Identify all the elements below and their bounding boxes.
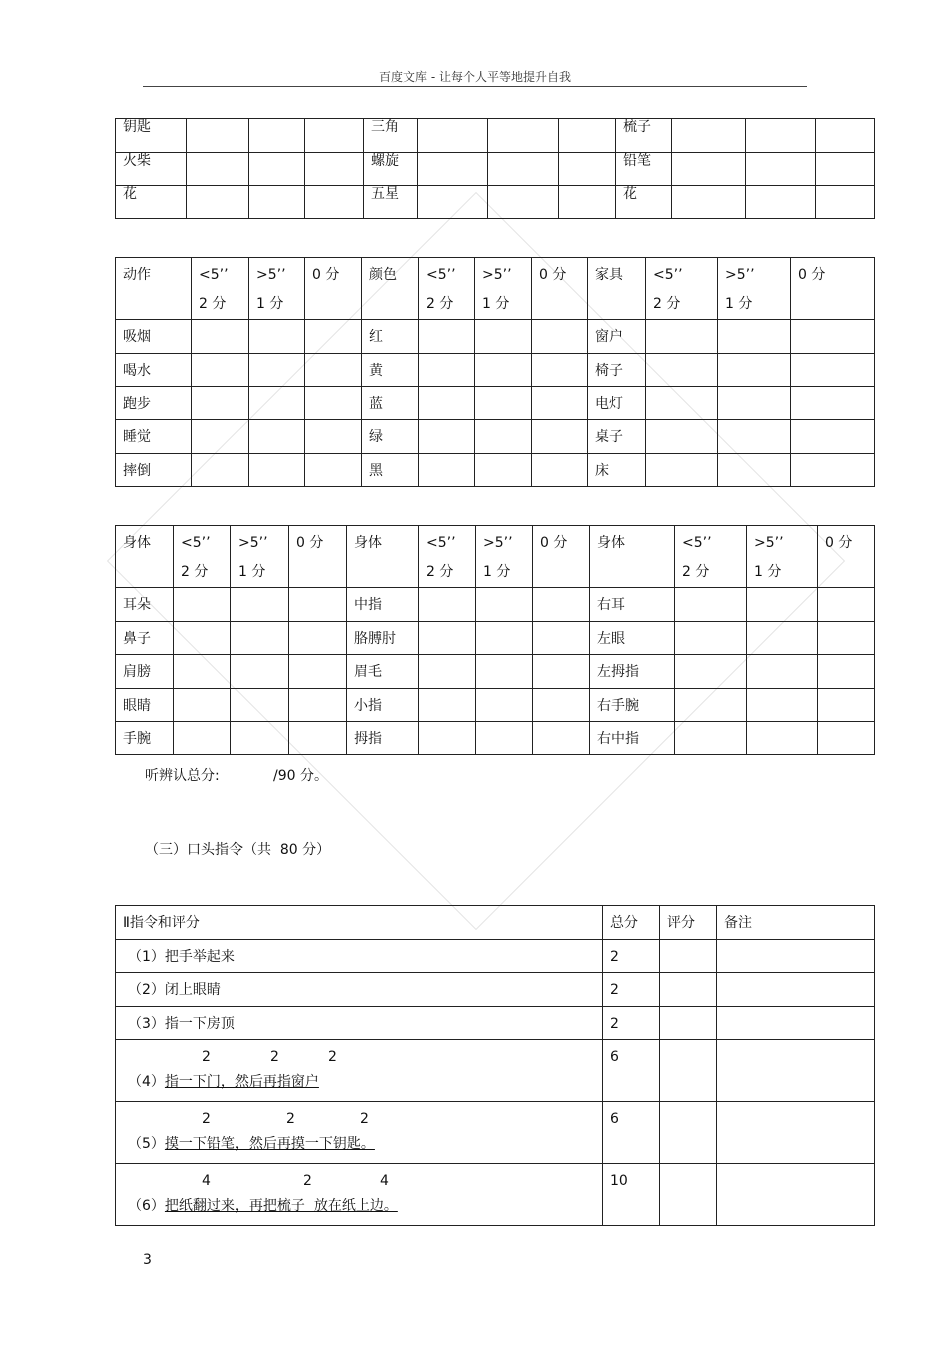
object-naming-table [115,118,875,219]
item-label: 胳膊肘 [347,622,419,655]
item-label: 床 [588,454,646,487]
col-header-instruction: Ⅱ指令和评分 [116,906,603,940]
item-label: 摔倒 [116,454,192,487]
item-label: 钥匙 [116,119,187,153]
item-label: 手腕 [116,722,174,755]
time-gt-header: >5’’ 1 分 [475,258,532,320]
item-label: 绿 [362,420,419,454]
zero-header: 0 分 [305,258,362,320]
instruction-text: 指一下门，然后再指窗户 [164,1074,319,1090]
sub-score: 2 [286,1111,295,1127]
time-gt-header: >5’’ 1 分 [747,526,818,588]
time-lt-header: <5’’ 2 分 [419,258,475,320]
time-gt-header: >5’’ 1 分 [476,526,533,588]
item-label: 火柴 [116,153,187,186]
instruction-cell: 2 2 2 （4）指一下门，然后再指窗户 [116,1040,603,1102]
item-label: 耳朵 [116,588,174,622]
item-label: 桌子 [588,420,646,454]
item-label: 中指 [347,588,419,622]
item-label: 吸烟 [116,320,192,354]
item-label: 三角 [364,119,418,153]
item-label: 鼻子 [116,622,174,655]
item-label: 螺旋 [364,153,418,186]
zero-header: 0 分 [532,258,588,320]
total-value: 2 [603,973,660,1007]
item-label: 电灯 [588,387,646,420]
sub-score: 4 [380,1173,389,1189]
category-header: 身体 [590,526,675,588]
item-label: 眼睛 [116,689,174,722]
item-label: 左拇指 [590,655,675,689]
item-label: 左眼 [590,622,675,655]
sub-score: 2 [270,1049,279,1065]
category-header: 动作 [116,258,192,320]
item-label: 梳子 [616,119,672,153]
time-lt-header: <5’’ 2 分 [192,258,249,320]
total-score-value: /90 分。 [273,768,328,784]
total-value: 2 [603,1007,660,1040]
item-label: 椅子 [588,354,646,387]
time-lt-header: <5’’ 2 分 [419,526,476,588]
header-rule [143,86,807,87]
section-title: （三）口头指令（共 80 分） [145,842,331,858]
sub-score: 2 [202,1049,211,1065]
total-value: 2 [603,940,660,973]
col-header-total: 总分 [603,906,660,940]
category-header: 身体 [347,526,419,588]
item-label: 黑 [362,454,419,487]
body-parts-table [115,525,875,755]
time-lt-header: <5’’ 2 分 [646,258,718,320]
item-label: 蓝 [362,387,419,420]
item-label: 五星 [364,186,418,219]
total-score-label: 听辨认总分: [145,768,220,784]
item-label: 花 [116,186,187,219]
time-gt-header: >5’’ 1 分 [718,258,791,320]
sub-score: 2 [360,1111,369,1127]
zero-header: 0 分 [533,526,590,588]
item-label: 窗户 [588,320,646,354]
total-value: 10 [603,1164,660,1226]
item-label: 右中指 [590,722,675,755]
page-header: 百度文库 - 让每个人平等地提升自我 [379,70,571,84]
sub-score: 2 [303,1173,312,1189]
category-header: 颜色 [362,258,419,320]
instruction-cell: 4 2 4 （6）把纸翻过来，再把梳子 放在纸上边。 [116,1164,603,1226]
item-label: 拇指 [347,722,419,755]
verbal-commands-table [115,905,875,1226]
zero-header: 0 分 [791,258,875,320]
item-label: 红 [362,320,419,354]
category-header: 身体 [116,526,174,588]
time-gt-header: >5’’ 1 分 [249,258,305,320]
zero-header: 0 分 [818,526,875,588]
item-label: 右手腕 [590,689,675,722]
item-label: 铅笔 [616,153,672,186]
instruction-text: 摸一下铅笔，然后再摸一下钥匙。 [164,1136,375,1152]
instruction-text: 把纸翻过来，再把梳子 放在纸上边。 [164,1198,398,1214]
instruction-text: （3）指一下房顶 [116,1007,603,1040]
sub-score: 2 [202,1111,211,1127]
sub-score: 4 [202,1173,211,1189]
item-label: 睡觉 [116,420,192,454]
item-label: 眉毛 [347,655,419,689]
item-label: 花 [616,186,672,219]
instruction-cell: 2 2 2 （5）摸一下铅笔，然后再摸一下钥匙。 [116,1102,603,1164]
item-label: 肩膀 [116,655,174,689]
time-lt-header: <5’’ 2 分 [675,526,747,588]
page-number: 3 [143,1252,152,1268]
col-header-score: 评分 [660,906,717,940]
time-lt-header: <5’’ 2 分 [174,526,231,588]
item-label: 右耳 [590,588,675,622]
category-header: 家具 [588,258,646,320]
item-label: 跑步 [116,387,192,420]
instruction-text: （2）闭上眼睛 [116,973,603,1007]
item-label: 小指 [347,689,419,722]
item-label: 黄 [362,354,419,387]
item-label: 喝水 [116,354,192,387]
action-color-furniture-table [115,257,875,487]
col-header-notes: 备注 [717,906,875,940]
total-value: 6 [603,1040,660,1102]
time-gt-header: >5’’ 1 分 [231,526,289,588]
instruction-text: （1）把手举起来 [116,940,603,973]
zero-header: 0 分 [289,526,347,588]
total-value: 6 [603,1102,660,1164]
sub-score: 2 [328,1049,337,1065]
